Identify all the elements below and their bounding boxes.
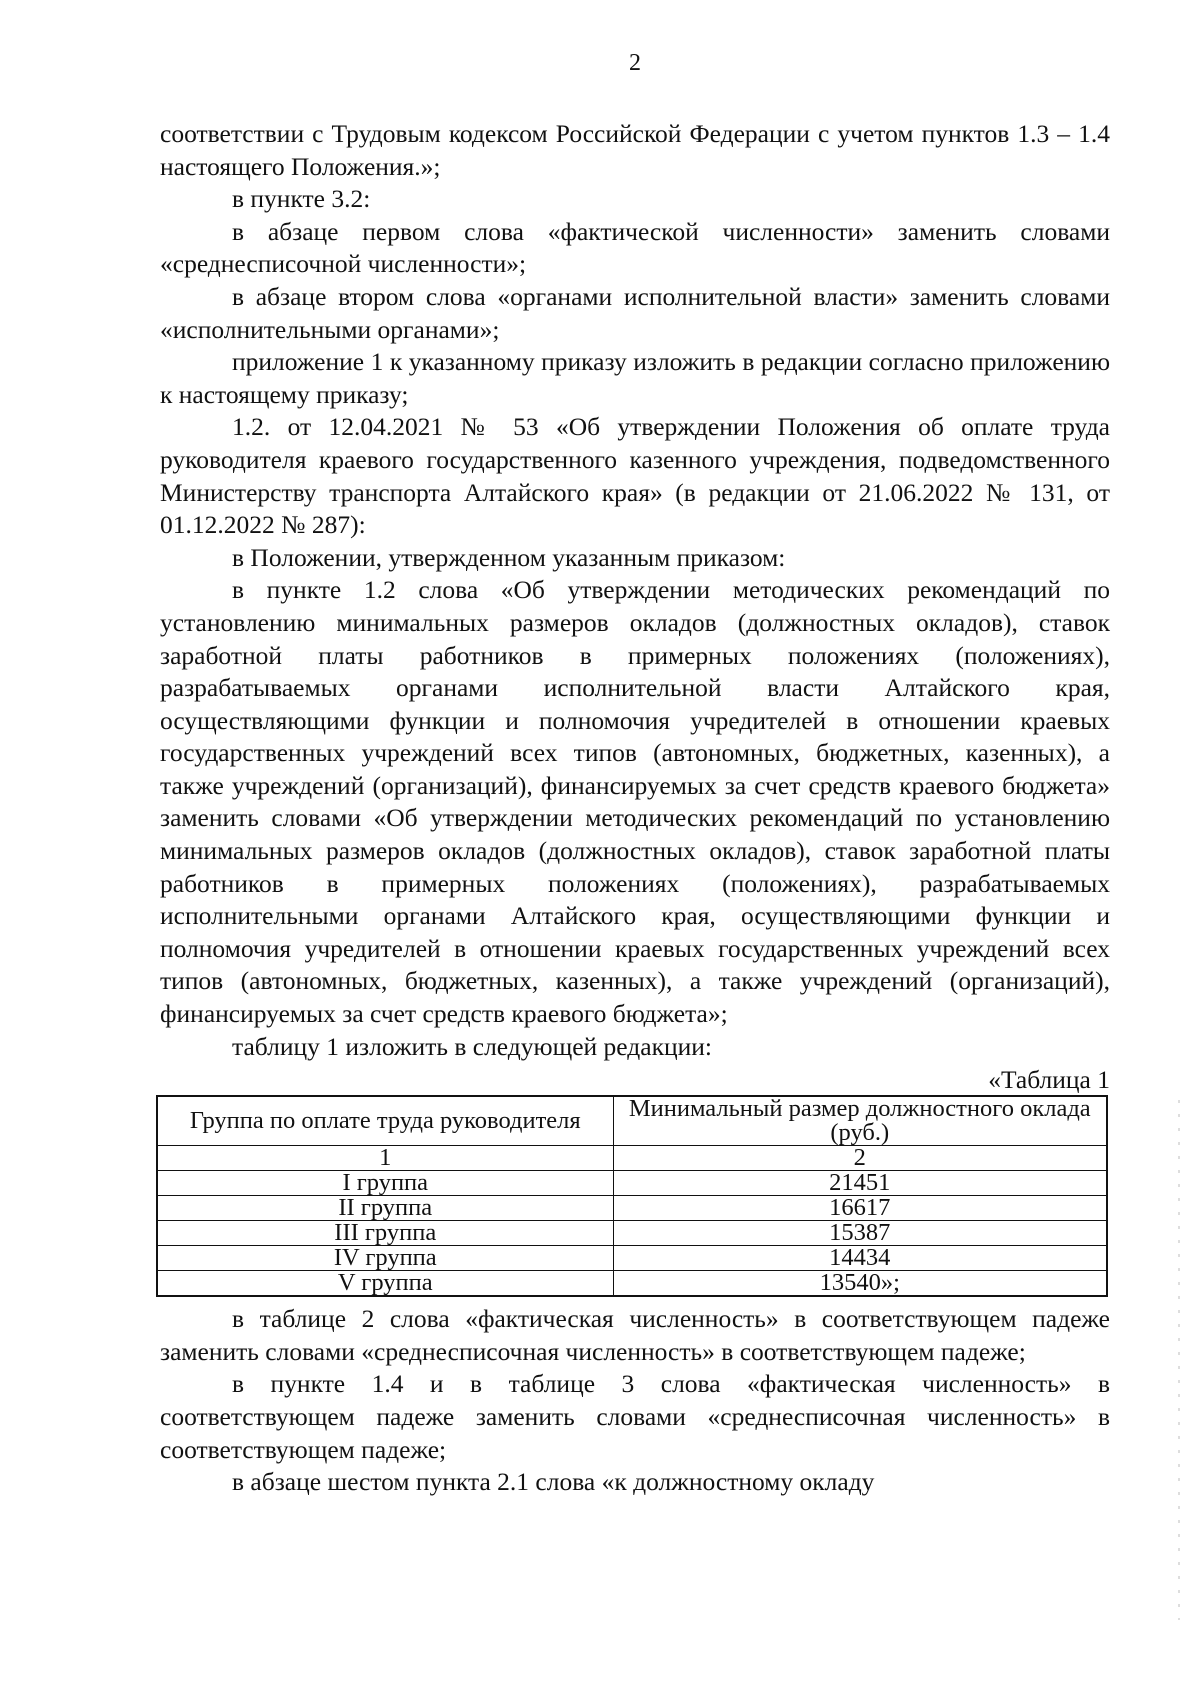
table-header-cell: Группа по оплате труда руководителя	[157, 1096, 613, 1146]
paragraph: в абзаце втором слова «органами исполнительной власти» заменить словами «исполнительными органами»;	[160, 281, 1110, 344]
table-cell-group: III группа	[157, 1221, 613, 1246]
paragraph: соответствии с Трудовым кодексом Российской Федерации с учетом пунктов 1.3 – 1.4 настоящего Положения.»;	[160, 119, 1110, 181]
table-row	[157, 1221, 1107, 1246]
paragraph: таблицу 1 изложить в следующей редакции:	[232, 1031, 712, 1061]
page-number: 2	[629, 50, 641, 76]
table-cell-salary: 13540»;	[613, 1271, 1107, 1297]
table-caption: «Таблица 1	[988, 1065, 1110, 1095]
salary-table-wrapper	[156, 1095, 1108, 1297]
table-column-numbers-row	[157, 1146, 1107, 1171]
paragraph: в абзаце первом слова «фактической численности» заменить словами «среднесписочной численности»;	[160, 216, 1110, 279]
table-cell-salary: 16617	[613, 1196, 1107, 1221]
table-cell-salary: 21451	[613, 1171, 1107, 1196]
paragraph: в пункте 3.2:	[232, 184, 371, 214]
table-cell-salary: 14434	[613, 1246, 1107, 1271]
table-cell: 2	[613, 1146, 1107, 1171]
table-cell-salary: 15387	[613, 1221, 1107, 1246]
paragraph: в таблице 2 слова «фактическая численность» в соответствующем падеже заменить словами «среднесписочная численность» в соответствующем падеже;	[160, 1304, 1110, 1366]
table-row	[157, 1171, 1107, 1196]
paragraph: в абзаце шестом пункта 2.1 слова «к должностному окладу	[232, 1467, 875, 1497]
table-cell-group: V группа	[157, 1271, 613, 1297]
table-row	[157, 1196, 1107, 1221]
table-cell-group: I группа	[157, 1171, 613, 1196]
paragraph: 1.2. от 12.04.2021 № 53 «Об утверждении Положения об оплате труда руководителя краевого государственного казенного учреждения, подведомственного Министерству транспорта Алтайского края» (в редакции от 21.06.2022 № 131, от 01.12.2022 № 287):	[160, 412, 1110, 540]
salary-table	[156, 1095, 1108, 1297]
paragraph: в пункте 1.2 слова «Об утверждении методических рекомендаций по установлению минимальных размеров окладов (должностных окладов), ставок заработной платы работников в примерных положениях (положениях), разрабатываемых органами исполнительной власти Алтайского края, осуществляющими функции и полномочия учредителей в отношении краевых государственных учреждений всех типов (автономных, бюджетных, казенных), а также учреждений (организаций), финансируемых за счет средств краевого бюджета» заменить словами «Об утверждении методических рекомендаций по установлению минимальных размеров окладов (должностных окладов), ставок заработной платы работников в примерных положениях (положениях), разрабатываемых исполнительными органами Алтайского края, осуществляющими функции и полномочия учредителей в отношении краевых государственных учреждений всех типов (автономных, бюджетных, казенных), а также учреждений (организаций), финансируемых за счет средств краевого бюджета»;	[160, 575, 1110, 1029]
table-header-cell: Минимальный размер должностного оклада (руб.)	[613, 1096, 1107, 1146]
table-cell-group: IV группа	[157, 1246, 613, 1271]
table-cell-group: II группа	[157, 1196, 613, 1221]
document-body	[160, 118, 1110, 1499]
table-row	[157, 1271, 1107, 1297]
table-header-row	[157, 1096, 1107, 1146]
table-row	[157, 1246, 1107, 1271]
paragraph: в Положении, утвержденном указанным приказом:	[232, 542, 786, 572]
table-cell: 1	[157, 1146, 613, 1171]
paragraph: в пункте 1.4 и в таблице 3 слова «фактическая численность» в соответствующем падеже заменить словами «среднесписочная численность» в соответствующем падеже;	[160, 1369, 1110, 1464]
scan-edge-artifact	[1178, 1100, 1180, 1620]
paragraph: приложение 1 к указанному приказу изложить в редакции согласно приложению к настоящему приказу;	[160, 347, 1110, 409]
